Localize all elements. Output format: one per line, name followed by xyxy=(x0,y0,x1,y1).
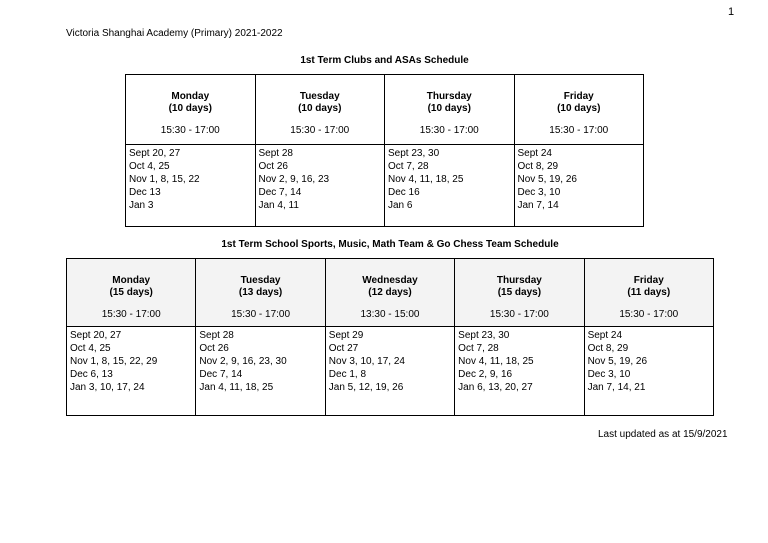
table-header-row xyxy=(126,75,644,145)
dates-cell-monday xyxy=(126,145,256,227)
date-line: Dec 1, 8 xyxy=(328,369,367,380)
date-line: Jan 5, 12, 19, 26 xyxy=(328,382,404,393)
date-line: Nov 1, 8, 15, 22 xyxy=(129,174,200,185)
dates-cell-wednesday xyxy=(325,327,454,416)
date-line: Oct 7, 28 xyxy=(388,161,429,172)
time-slot: 15:30 - 17:00 xyxy=(489,309,549,320)
dates-cell-thursday xyxy=(455,327,584,416)
column-header-friday xyxy=(584,259,713,327)
dates-cell-friday xyxy=(584,327,713,416)
table-row xyxy=(67,327,714,416)
time-slot: 15:30 - 17:00 xyxy=(290,125,350,136)
day-name: Thursday xyxy=(496,275,542,286)
days-count: (12 days) xyxy=(368,287,412,298)
time-slot: 15:30 - 17:00 xyxy=(101,309,161,320)
day-name: Monday xyxy=(112,275,151,286)
day-name: Wednesday xyxy=(362,275,418,286)
date-line: Jan 3, 10, 17, 24 xyxy=(70,382,145,393)
date-line: Dec 16 xyxy=(388,187,420,198)
day-name: Monday xyxy=(171,91,210,102)
date-line: Sept 20, 27 xyxy=(129,148,181,159)
time-slot: 13:30 - 15:00 xyxy=(360,309,420,320)
date-line: Sept 23, 30 xyxy=(458,330,510,341)
date-line: Dec 3, 10 xyxy=(517,187,561,198)
date-line: Nov 2, 9, 16, 23, 30 xyxy=(199,356,287,367)
date-line: Jan 7, 14, 21 xyxy=(587,382,646,393)
date-line: Nov 1, 8, 15, 22, 29 xyxy=(70,356,158,367)
date-line: Sept 28 xyxy=(199,330,234,341)
date-line: Dec 7, 14 xyxy=(199,369,243,380)
days-count: (10 days) xyxy=(298,103,342,114)
clubs-schedule-title: 1st Term Clubs and ASAs Schedule xyxy=(300,55,469,66)
date-line: Oct 8, 29 xyxy=(587,343,629,354)
column-header-wednesday xyxy=(325,259,454,327)
date-line: Sept 24 xyxy=(587,330,623,341)
days-count: (10 days) xyxy=(168,103,212,114)
days-count: (10 days) xyxy=(427,103,471,114)
school-header: Victoria Shanghai Academy (Primary) 2021-2022 xyxy=(66,28,283,39)
date-line: Jan 4, 11, 18, 25 xyxy=(199,382,274,393)
date-line: Oct 7, 28 xyxy=(458,343,499,354)
date-line: Dec 2, 9, 16 xyxy=(458,369,513,380)
date-line: Nov 4, 11, 18, 25 xyxy=(388,174,464,185)
date-line: Dec 7, 14 xyxy=(258,187,302,198)
date-line: Jan 4, 11 xyxy=(258,200,299,211)
date-line: Sept 24 xyxy=(517,148,552,159)
dates-cell-thursday xyxy=(385,145,515,227)
last-updated-note: Last updated as at 15/9/2021 xyxy=(598,429,728,440)
date-line: Nov 5, 19, 26 xyxy=(587,356,648,367)
date-line: Nov 2, 9, 16, 23 xyxy=(258,174,330,185)
table-row xyxy=(126,145,644,227)
column-header-tuesday xyxy=(196,259,325,327)
days-count: (11 days) xyxy=(627,287,671,298)
day-name: Thursday xyxy=(426,91,472,102)
date-line: Sept 29 xyxy=(328,330,364,341)
date-line: Oct 26 xyxy=(258,161,288,172)
clubs-schedule-table xyxy=(125,74,644,227)
date-line: Jan 6 xyxy=(388,200,413,211)
time-slot: 15:30 - 17:00 xyxy=(549,125,609,136)
date-line: Dec 13 xyxy=(129,187,161,198)
dates-cell-tuesday xyxy=(255,145,385,227)
days-count: (10 days) xyxy=(557,103,601,114)
column-header-thursday xyxy=(455,259,584,327)
sports-schedule-table xyxy=(66,258,714,416)
column-header-thursday xyxy=(385,75,515,145)
date-line: Nov 4, 11, 18, 25 xyxy=(458,356,534,367)
days-count: (15 days) xyxy=(497,287,542,298)
column-header-friday xyxy=(514,75,644,145)
table-header-row xyxy=(67,259,714,327)
day-name: Friday xyxy=(563,91,594,102)
time-slot: 15:30 - 17:00 xyxy=(419,125,479,136)
date-line: Dec 3, 10 xyxy=(587,369,631,380)
column-header-tuesday xyxy=(255,75,385,145)
date-line: Dec 6, 13 xyxy=(70,369,113,380)
time-slot: 15:30 - 17:00 xyxy=(619,309,679,320)
column-header-monday xyxy=(126,75,256,145)
dates-cell-monday xyxy=(67,327,196,416)
day-name: Friday xyxy=(633,275,664,286)
date-line: Oct 4, 25 xyxy=(129,161,170,172)
date-line: Nov 5, 19, 26 xyxy=(517,174,577,185)
date-line: Oct 26 xyxy=(199,343,229,354)
date-line: Jan 7, 14 xyxy=(517,200,559,211)
date-line: Oct 27 xyxy=(328,343,359,354)
days-count: (15 days) xyxy=(109,287,153,298)
days-count: (13 days) xyxy=(238,287,283,298)
dates-cell-tuesday xyxy=(196,327,325,416)
date-line: Sept 28 xyxy=(258,148,293,159)
date-line: Jan 6, 13, 20, 27 xyxy=(458,382,533,393)
day-name: Tuesday xyxy=(240,275,281,286)
date-line: Oct 8, 29 xyxy=(517,161,559,172)
time-slot: 15:30 - 17:00 xyxy=(160,125,220,136)
day-name: Tuesday xyxy=(299,91,340,102)
date-line: Sept 20, 27 xyxy=(70,330,122,341)
time-slot: 15:30 - 17:00 xyxy=(231,309,291,320)
sports-schedule-title: 1st Term School Sports, Music, Math Team & Go Chess Team Schedule xyxy=(221,239,559,250)
dates-cell-friday xyxy=(514,145,644,227)
date-line: Oct 4, 25 xyxy=(70,343,111,354)
date-line: Jan 3 xyxy=(129,200,154,211)
date-line: Sept 23, 30 xyxy=(388,148,440,159)
page-number: 1 xyxy=(728,6,735,18)
column-header-monday xyxy=(67,259,196,327)
date-line: Nov 3, 10, 17, 24 xyxy=(328,356,405,367)
